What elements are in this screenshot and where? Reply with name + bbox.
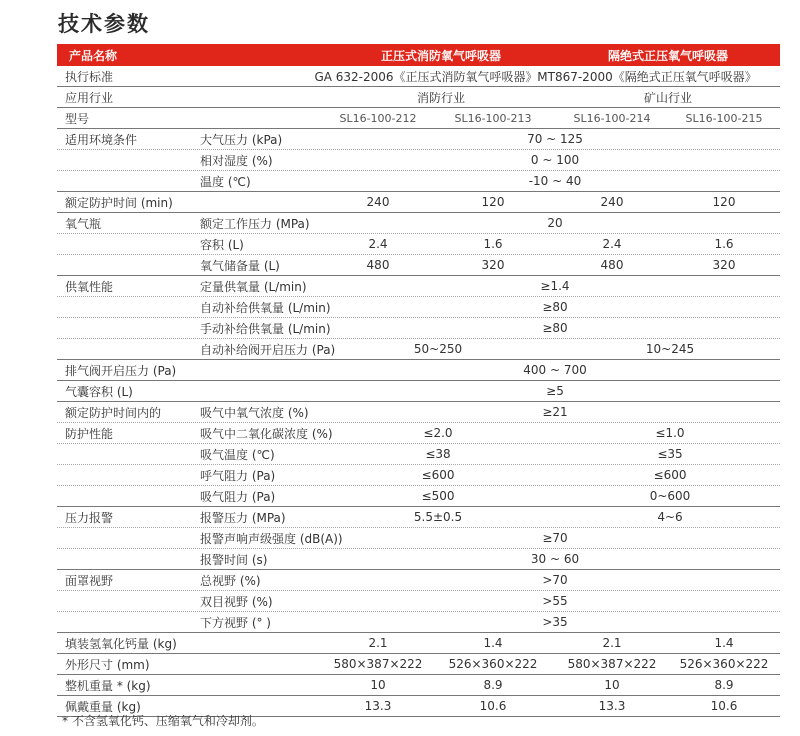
supply-auto-value: ≥80 — [542, 300, 568, 314]
sub-label: 手动补给供氧量 (L/min) — [200, 321, 331, 336]
row-label: 型号 — [65, 111, 90, 126]
row-label: 额定防护时间 (min) — [65, 195, 173, 210]
row-label: 额定防护时间内的 — [65, 405, 162, 420]
alarm-time-value: 30 ~ 60 — [530, 552, 580, 566]
protect-time-3: 240 — [600, 195, 624, 209]
table-row — [57, 528, 780, 549]
perf-temp-a: ≤38 — [425, 447, 451, 461]
sub-label: 报警时间 (s) — [200, 552, 268, 567]
perf-co2-a: ≤2.0 — [423, 426, 453, 440]
size-2: 526×360×222 — [448, 657, 538, 671]
table-row — [57, 297, 780, 318]
size-3: 580×387×222 — [567, 657, 657, 671]
sub-label: 自动补给阀开启压力 (Pa) — [200, 342, 336, 357]
wear-4: 10.6 — [710, 699, 738, 713]
cylinder-volume-2: 1.6 — [483, 237, 503, 251]
view-binocular-value: >55 — [542, 594, 568, 608]
row-label: 面罩视野 — [65, 573, 114, 588]
sub-label: 容积 (L) — [200, 237, 244, 252]
header-product-b: 隔绝式正压氧气呼吸器 — [607, 48, 729, 63]
cylinder-volume-4: 1.6 — [714, 237, 734, 251]
row-label: 填装氢氧化钙量 (kg) — [65, 636, 177, 651]
table-row — [57, 612, 780, 633]
cylinder-storage-2: 320 — [481, 258, 505, 272]
sub-label: 自动补给供氧量 (L/min) — [200, 300, 331, 315]
cylinder-volume-1: 2.4 — [368, 237, 388, 251]
protect-time-1: 240 — [366, 195, 390, 209]
protect-time-2: 120 — [481, 195, 505, 209]
caoh-3: 2.1 — [602, 636, 622, 650]
sub-label: 报警压力 (MPa) — [200, 510, 286, 525]
caoh-2: 1.4 — [483, 636, 503, 650]
sub-label: 温度 (℃) — [200, 174, 251, 189]
supply-valve-b: 10~245 — [645, 342, 695, 356]
table-row — [57, 255, 780, 276]
perf-o2-value: ≥21 — [542, 405, 568, 419]
weight-2: 8.9 — [483, 678, 503, 692]
caoh-1: 2.1 — [368, 636, 388, 650]
footnote: * 不含氢氧化钙、压缩氧气和冷却剂。 — [62, 714, 264, 728]
table-row — [57, 66, 780, 87]
table-row — [57, 318, 780, 339]
sub-label: 吸气中氧气浓度 (%) — [200, 405, 309, 420]
env-pressure-value: 70 ~ 125 — [527, 132, 583, 146]
sub-label: 相对湿度 (%) — [200, 153, 273, 168]
perf-temp-b: ≤35 — [657, 447, 683, 461]
wear-3: 13.3 — [598, 699, 626, 713]
row-label: 氧气瓶 — [65, 216, 102, 231]
table-row — [57, 570, 780, 591]
row-label: 佩戴重量 (kg) — [65, 699, 141, 714]
table-row — [57, 129, 780, 150]
caoh-4: 1.4 — [714, 636, 734, 650]
wear-1: 13.3 — [364, 699, 392, 713]
sub-label: 报警声响声级强度 (dB(A)) — [200, 531, 343, 546]
sub-label: 总视野 (%) — [200, 573, 261, 588]
table-row — [57, 381, 780, 402]
alarm-pressure-b: 4~6 — [657, 510, 683, 524]
supply-fixed-value: ≥1.4 — [540, 279, 570, 293]
table-row — [57, 360, 780, 381]
row-label: 气囊容积 (L) — [65, 384, 133, 399]
standard-a: GA 632-2006《正压式消防氧气呼吸器》 — [314, 69, 538, 84]
exhaust-value: 400 ~ 700 — [523, 363, 587, 377]
sub-label: 呼气阻力 (Pa) — [200, 468, 276, 483]
table-row — [57, 213, 780, 234]
table-row — [57, 591, 780, 612]
size-4: 526×360×222 — [679, 657, 769, 671]
perf-inh-a: ≤500 — [421, 489, 455, 503]
wear-2: 10.6 — [479, 699, 507, 713]
table-row — [57, 654, 780, 675]
perf-exh-b: ≤600 — [653, 468, 687, 482]
standard-b: MT867-2000《隔绝式正压氧气呼吸器》 — [537, 69, 757, 84]
table-row — [57, 486, 780, 507]
table-row — [57, 276, 780, 297]
header-product-a: 正压式消防氧气呼吸器 — [380, 48, 502, 63]
supply-valve-a: 50~250 — [413, 342, 463, 356]
spec-table — [57, 44, 780, 717]
cylinder-storage-1: 480 — [366, 258, 390, 272]
table-row — [57, 339, 780, 360]
row-label: 应用行业 — [65, 90, 114, 105]
row-label: 压力报警 — [65, 510, 114, 525]
view-total-value: >70 — [542, 573, 568, 587]
table-row — [57, 423, 780, 444]
table-row — [57, 171, 780, 192]
alarm-pressure-a: 5.5±0.5 — [413, 510, 463, 524]
perf-inh-b: 0~600 — [649, 489, 691, 503]
page-title: 技术参数 — [58, 12, 150, 36]
industry-a: 消防行业 — [416, 90, 466, 105]
row-label: 防护性能 — [65, 426, 114, 441]
sub-label: 吸气阻力 (Pa) — [200, 489, 276, 504]
table-row — [57, 507, 780, 528]
sub-label: 大气压力 (kPa) — [200, 132, 283, 147]
sub-label: 双目视野 (%) — [200, 594, 273, 609]
table-row — [57, 633, 780, 654]
table-header — [57, 44, 780, 66]
table-row — [57, 192, 780, 213]
perf-co2-b: ≤1.0 — [655, 426, 685, 440]
row-label: 排气阀开启压力 (Pa) — [65, 363, 177, 378]
table-row — [57, 234, 780, 255]
table-row — [57, 675, 780, 696]
table-row — [57, 402, 780, 423]
supply-manual-value: ≥80 — [542, 321, 568, 335]
model-3: SL16-100-214 — [573, 111, 651, 125]
size-1: 580×387×222 — [333, 657, 423, 671]
row-label: 执行标准 — [65, 69, 114, 84]
env-temp-value: -10 ~ 40 — [528, 174, 582, 188]
alarm-sound-value: ≥70 — [542, 531, 568, 545]
cylinder-storage-4: 320 — [712, 258, 736, 272]
sub-label: 吸气中二氧化碳浓度 (%) — [200, 426, 333, 441]
weight-3: 10 — [604, 678, 620, 692]
view-lower-value: >35 — [542, 615, 568, 629]
row-label: 整机重量 * (kg) — [65, 678, 151, 693]
perf-exh-a: ≤600 — [421, 468, 455, 482]
sub-label: 下方视野 (° ) — [200, 615, 271, 630]
protect-time-4: 120 — [712, 195, 736, 209]
row-label: 适用环境条件 — [65, 132, 138, 147]
sub-label: 定量供氧量 (L/min) — [200, 279, 307, 294]
weight-4: 8.9 — [714, 678, 734, 692]
sub-label: 吸气温度 (℃) — [200, 447, 275, 462]
model-2: SL16-100-213 — [454, 111, 532, 125]
cylinder-volume-3: 2.4 — [602, 237, 622, 251]
header-product-name: 产品名称 — [69, 48, 118, 63]
env-humidity-value: 0 ~ 100 — [530, 153, 580, 167]
model-4: SL16-100-215 — [685, 111, 763, 125]
cylinder-storage-3: 480 — [600, 258, 624, 272]
table-row — [57, 465, 780, 486]
industry-b: 矿山行业 — [643, 90, 693, 105]
row-label: 供氧性能 — [65, 279, 114, 294]
weight-1: 10 — [370, 678, 386, 692]
table-row — [57, 150, 780, 171]
cylinder-pressure-value: 20 — [547, 216, 563, 230]
bag-value: ≥5 — [546, 384, 564, 398]
table-row — [57, 87, 780, 108]
table-row — [57, 549, 780, 570]
model-1: SL16-100-212 — [339, 111, 417, 125]
table-row — [57, 108, 780, 129]
row-label: 外形尺寸 (mm) — [65, 657, 150, 672]
table-row — [57, 444, 780, 465]
sub-label: 氧气储备量 (L) — [200, 258, 280, 273]
sub-label: 额定工作压力 (MPa) — [200, 216, 310, 231]
